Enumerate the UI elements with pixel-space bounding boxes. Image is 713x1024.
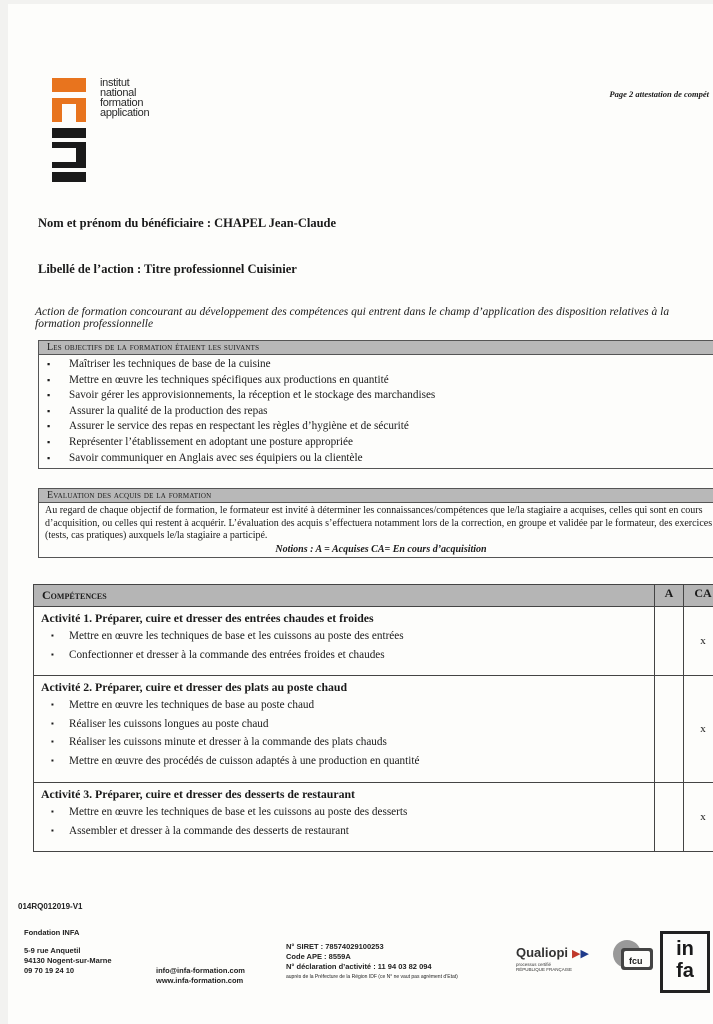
activity-3-a: [655, 783, 684, 852]
table-row: [34, 783, 713, 852]
evaluation-text: Au regard de chaque objectif de formation, le formateur est invité à déterminer les connaissances/compétences que le/la stagiaire a acquises, celles qui sont en cours d’acquisition, ou celles qui restent à acquérir. L’évaluation des acquis s’effectuera notamment lors de la correction, en groupe et validée par le formateur, des exercices (tests, cas pratiques) auxquels le/la stagiaire a participé. Notions : A = Acquises CA= En cours d’acquisition: [39, 503, 713, 557]
beneficiary-name: Nom et prénom du bénéficiaire : CHAPEL Jean-Claude: [38, 216, 337, 230]
activity-title: Activité 3. Préparer, cuire et dresser des desserts de restaurant: [41, 787, 355, 801]
footer-address: Fondation INFA 5-9 rue Anquetil 94130 Nogent-sur-Marne 09 70 19 24 10: [24, 928, 112, 975]
activity-1-ca: x: [684, 607, 713, 676]
list-item: ▪ Maîtriser les techniques de base de la cuisine: [69, 357, 713, 373]
intro-text: Action de formation concourant au développement des compétences qui entrent dans le champ d’application des disposition relatives à la formation professionnelle: [35, 306, 670, 330]
activity-title: Activité 2. Préparer, cuire et dresser des plats au poste chaud: [41, 680, 348, 694]
competences-header: Compétences: [34, 585, 655, 607]
infa-logo: [38, 76, 188, 186]
footer-contact: [156, 966, 245, 986]
document-reference: 014RQ012019-V1: [18, 902, 83, 911]
activity-2-ca: x: [684, 676, 713, 783]
table-row: [34, 676, 713, 783]
list-item: ▪ Assurer le service des repas en respectant les règles d’hygiène et de sécurité: [69, 419, 713, 435]
list-item: ▪ Réaliser les cuissons longues au poste chaud: [69, 715, 653, 734]
qualiopi-triangles-icon: ▶: [572, 948, 581, 960]
column-a-header: A: [655, 585, 684, 607]
list-item: ▪ Confectionner et dresser à la commande des entrées froides et chaudes: [69, 646, 653, 665]
qualiopi-logo: Qualiopi ▶▶ processus certifié RÉPUBLIQUE FRANÇAISE: [516, 945, 589, 972]
page-reference: Page 2 attestation de compét: [609, 89, 709, 99]
list-item: ▪ Savoir gérer les approvisionnements, la réception et le stockage des marchandises: [69, 388, 713, 404]
list-item: ▪ Mettre en œuvre les techniques spécifiques aux productions en quantité: [69, 373, 713, 389]
list-item: ▪ Mettre en œuvre les techniques de base au poste chaud: [69, 696, 653, 715]
objectives-title: Les objectifs de la formation étaient les suivants: [39, 341, 713, 355]
objectives-box: [38, 340, 713, 469]
infa-badge: in fa: [660, 931, 710, 993]
activity-3-ca: x: [684, 783, 713, 852]
activity-1-a: [655, 607, 684, 676]
footer-legal: N° SIRET : 78574029100253 Code APE : 8559A N° déclaration d’activité : 11 94 03 82 094 auprès de la Préfecture de la Région IDF (ce N° ne vaut pas agrément d’Etat): [286, 942, 458, 980]
table-row: [34, 607, 713, 676]
logo-text: institut national formation application: [100, 77, 150, 119]
activity-2: [34, 676, 655, 783]
list-item: ▪ Savoir communiquer en Anglais avec ses équipiers ou la clientèle: [69, 451, 713, 467]
footer-website: www.infa-formation.com: [156, 976, 244, 985]
evaluation-box: [38, 488, 713, 558]
activity-2-a: [655, 676, 684, 783]
list-item: ▪ Mettre en œuvre les techniques de base et les cuissons au poste des entrées: [69, 627, 653, 646]
activity-title: Activité 1. Préparer, cuire et dresser des entrées chaudes et froides: [41, 611, 374, 625]
action-label: Libellé de l’action : Titre professionnel Cuisinier: [38, 262, 297, 276]
infa-logo-mark: [38, 76, 98, 184]
notions-legend: Notions : A = Acquises CA= En cours d’acquisition: [275, 543, 487, 555]
objectives-list: [39, 355, 713, 468]
activity-1: [34, 607, 655, 676]
column-ca-header: CA: [684, 585, 713, 607]
list-item: ▪ Assurer la qualité de la production des repas: [69, 404, 713, 420]
list-item: ▪ Réaliser les cuissons minute et dresser à la commande des plats chauds: [69, 733, 653, 752]
table-header: [34, 585, 713, 607]
evaluation-title: Evaluation des acquis de la formation: [39, 489, 713, 503]
list-item: ▪ Mettre en œuvre les techniques de base et les cuissons au poste des desserts: [69, 803, 653, 822]
document-page: [8, 4, 713, 1024]
list-item: ▪ Mettre en œuvre des procédés de cuisson adaptés à une production en quantité: [69, 752, 653, 771]
list-item: ▪ Assembler et dresser à la commande des desserts de restaurant: [69, 822, 653, 841]
competences-table: [33, 584, 713, 852]
activity-3: [34, 783, 655, 852]
footer-email: info@infa-formation.com: [156, 966, 245, 975]
fcu-logo: fcu: [611, 934, 655, 978]
list-item: ▪ Représenter l’établissement en adoptant une posture appropriée: [69, 435, 713, 451]
